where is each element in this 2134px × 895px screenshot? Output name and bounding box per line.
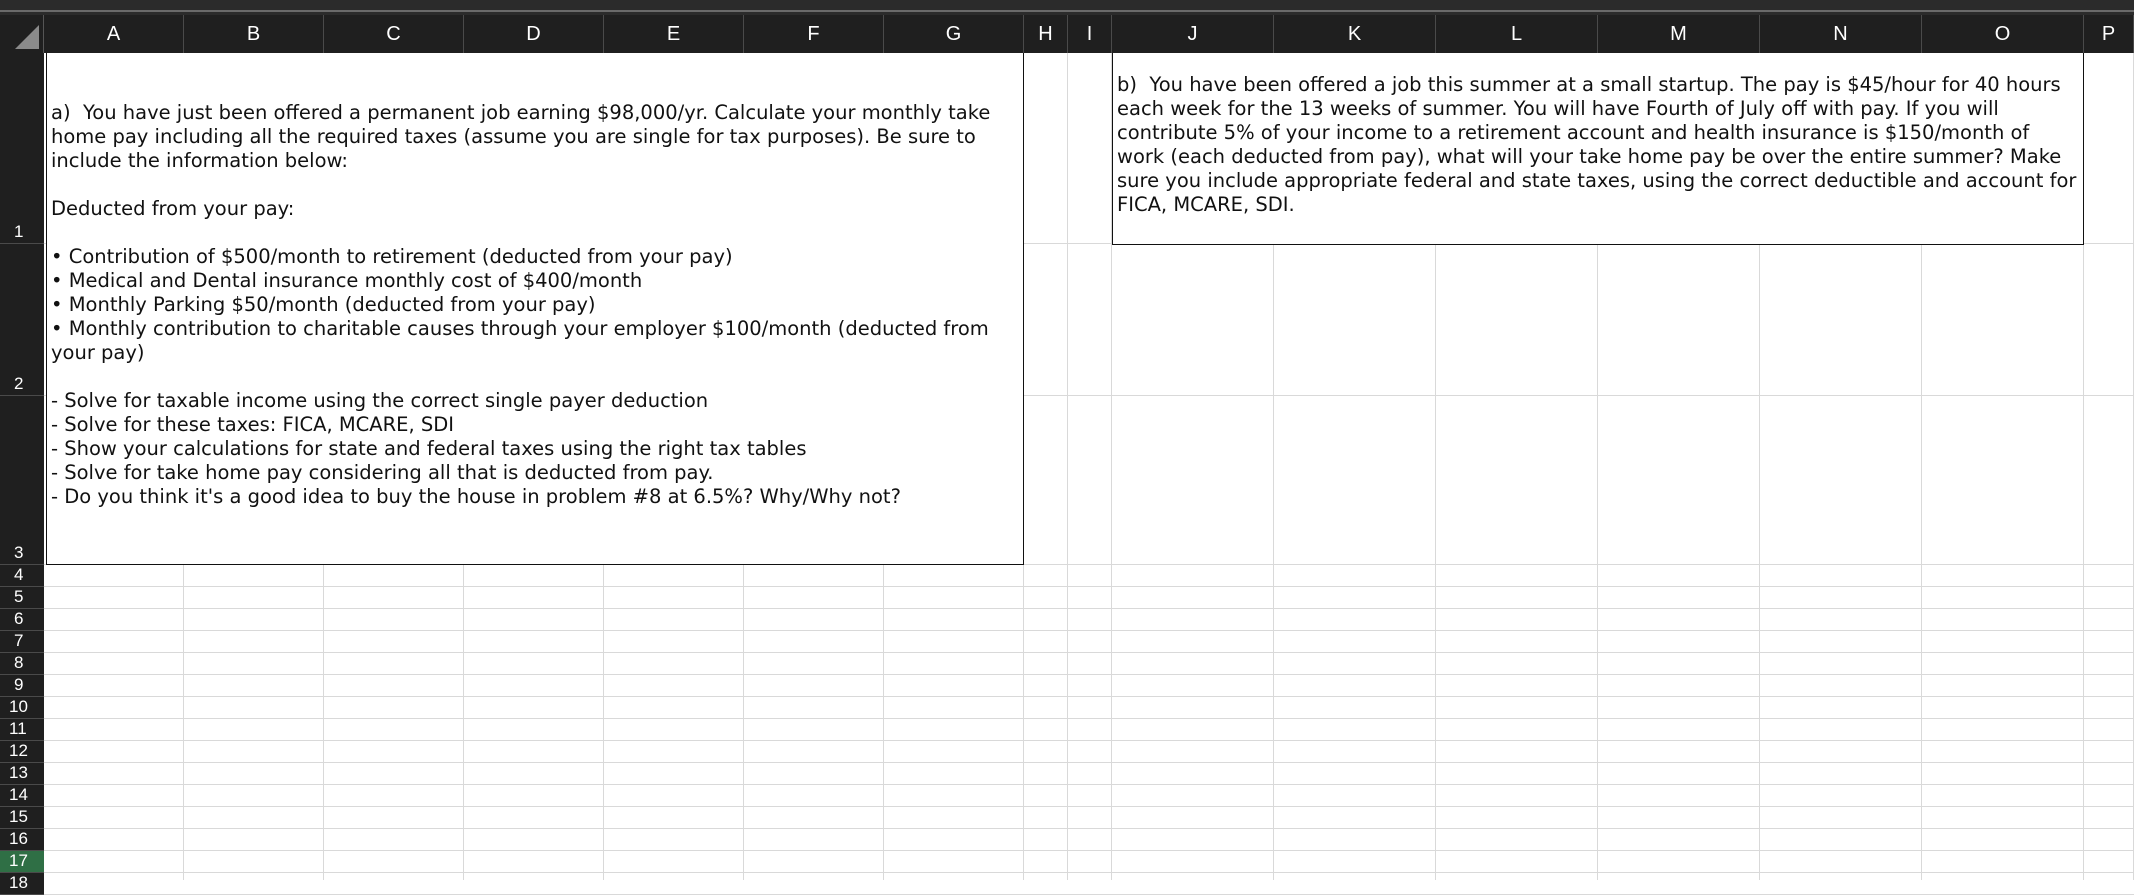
row-header-14[interactable]: 14 <box>0 785 44 807</box>
column-header-l[interactable]: L <box>1436 15 1598 53</box>
row-header-9[interactable]: 9 <box>0 675 44 697</box>
column-header-bar <box>44 15 2134 53</box>
row-header-12[interactable]: 12 <box>0 741 44 763</box>
column-header-d[interactable]: D <box>464 15 604 53</box>
title-bar-strip <box>0 0 2134 15</box>
row-header-5[interactable]: 5 <box>0 587 44 609</box>
grid-row-line <box>44 784 2134 785</box>
row-header-1[interactable]: 1 <box>0 53 44 244</box>
row-header-15[interactable]: 15 <box>0 807 44 829</box>
textbox-problem-a[interactable]: a) You have just been offered a permanent job earning $98,000/yr. Calculate your monthly take home pay including all the required taxes (assume you are single for tax purposes). Be sure to include the information below: Deducted from your pay: • Contribution of $500/month to retirement (deducted from your pay) • Medical and Dental insurance monthly cost of $400/month • Monthly Parking $50/month (deducted from your pay) • Monthly contribution to charitable causes through your employer $100/month (deducted from your pay) - Solve for taxable income using the correct single payer deduction - Solve for these taxes: FICA, MCARE, SDI - Show your calculations for state and federal taxes using the right tax tables - Solve for take home pay considering all that is deducted from pay. - Do you think it's a good idea to buy the house in problem #8 at 6.5%? Why/Why not? <box>46 53 1024 565</box>
row-header-13[interactable]: 13 <box>0 763 44 785</box>
column-header-e[interactable]: E <box>604 15 744 53</box>
select-all-corner[interactable] <box>0 15 44 53</box>
column-header-h[interactable]: H <box>1024 15 1068 53</box>
grid-row-line <box>44 762 2134 763</box>
grid-row-line <box>44 806 2134 807</box>
row-header-bar <box>0 53 44 892</box>
row-header-8[interactable]: 8 <box>0 653 44 675</box>
grid-row-line <box>44 872 2134 873</box>
grid-row-line <box>44 674 2134 675</box>
column-header-m[interactable]: M <box>1598 15 1760 53</box>
row-header-7[interactable]: 7 <box>0 631 44 653</box>
grid-column-line <box>1067 53 1068 880</box>
textbox-problem-b[interactable]: b) You have been offered a job this summer at a small startup. The pay is $45/hour for 40 hours each week for the 13 weeks of summer. You will have Fourth of July off with pay. If you will contribute 5% of your income to a retirement account and health insurance is $150/month of work (each deducted from pay), what will your take home pay be over the entire summer? Make sure you include appropriate federal and state taxes, using the correct deductible and account for FICA, MCARE, SDI. <box>1112 53 2084 245</box>
column-header-p[interactable]: P <box>2084 15 2134 53</box>
grid-row-line <box>44 630 2134 631</box>
column-header-g[interactable]: G <box>884 15 1024 53</box>
row-header-2[interactable]: 2 <box>0 244 44 396</box>
column-header-k[interactable]: K <box>1274 15 1436 53</box>
row-header-17[interactable]: 17 <box>0 851 44 873</box>
grid-row-line <box>44 828 2134 829</box>
row-header-6[interactable]: 6 <box>0 609 44 631</box>
column-header-i[interactable]: I <box>1068 15 1112 53</box>
grid-row-line <box>44 850 2134 851</box>
grid-row-line <box>44 608 2134 609</box>
column-header-c[interactable]: C <box>324 15 464 53</box>
cell-grid[interactable] <box>44 53 2134 880</box>
select-all-triangle-icon <box>15 25 39 49</box>
grid-row-line <box>44 652 2134 653</box>
grid-row-line <box>44 586 2134 587</box>
column-header-a[interactable]: A <box>44 15 184 53</box>
column-header-n[interactable]: N <box>1760 15 1922 53</box>
column-header-j[interactable]: J <box>1112 15 1274 53</box>
row-header-16[interactable]: 16 <box>0 829 44 851</box>
grid-row-line <box>44 718 2134 719</box>
grid-row-line <box>44 740 2134 741</box>
row-header-3[interactable]: 3 <box>0 396 44 565</box>
row-header-10[interactable]: 10 <box>0 697 44 719</box>
column-header-o[interactable]: O <box>1922 15 2084 53</box>
row-header-4[interactable]: 4 <box>0 565 44 587</box>
row-header-11[interactable]: 11 <box>0 719 44 741</box>
column-header-f[interactable]: F <box>744 15 884 53</box>
grid-row-line <box>44 696 2134 697</box>
row-header-18[interactable]: 18 <box>0 873 44 895</box>
column-header-b[interactable]: B <box>184 15 324 53</box>
